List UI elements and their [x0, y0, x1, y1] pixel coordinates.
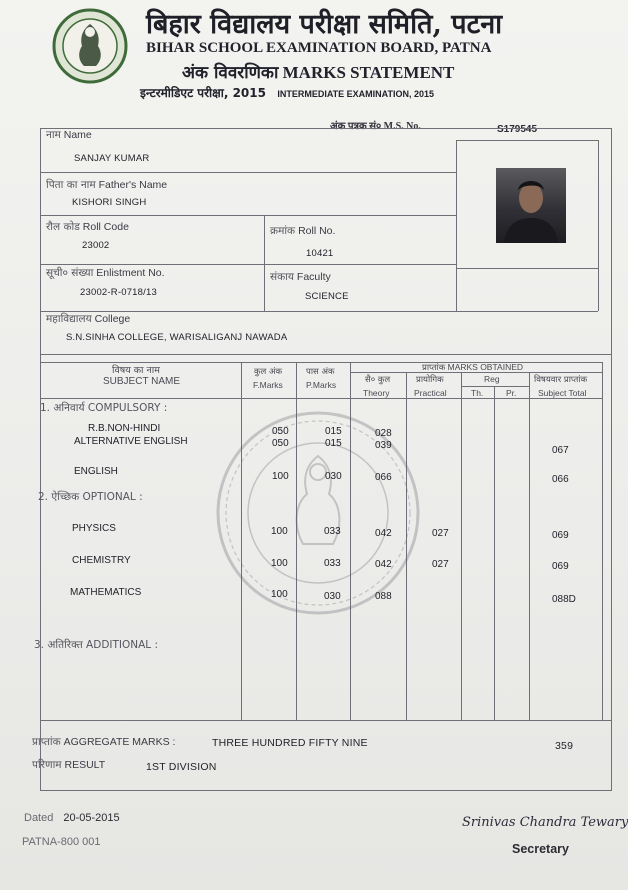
full-marks: 050: [272, 438, 289, 449]
roll-no: 10421: [306, 248, 334, 259]
father-name: KISHORI SINGH: [72, 197, 147, 208]
reg-pr-header: Pr.: [506, 388, 517, 398]
faculty: SCIENCE: [305, 291, 349, 302]
subject-total-header: Subject Total: [538, 388, 587, 398]
subject-total-header-hindi: विषयवार प्राप्तांक: [534, 375, 588, 385]
reg-header: Reg: [484, 374, 500, 384]
father-name-label: पिता का नाम Father's Name: [46, 179, 168, 191]
marks-obtained-header: प्राप्तांक MARKS OBTAINED: [422, 362, 524, 373]
section-additional: 3. अतिरिक्त ADDITIONAL :: [34, 639, 159, 651]
subject-total: 066: [552, 474, 569, 485]
student-name: SANJAY KUMAR: [74, 153, 150, 164]
pass-marks: 033: [324, 558, 341, 569]
subject-header-hindi: विषय का नाम: [112, 365, 160, 376]
pass-marks: 033: [324, 526, 341, 537]
exam-title-english: INTERMEDIATE EXAMINATION, 2015: [277, 89, 435, 99]
pass-marks: 015: [325, 426, 342, 437]
aggregate-words: THREE HUNDRED FIFTY NINE: [212, 737, 368, 749]
theory-marks: 028: [375, 428, 392, 439]
subject-total: 069: [552, 561, 569, 572]
pmarks-header-hindi: पास अंक: [306, 367, 335, 377]
subject-name: ALTERNATIVE ENGLISH: [74, 436, 188, 447]
subject-total: 088D: [552, 594, 576, 605]
subject-name: R.B.NON-HINDI: [88, 423, 161, 434]
subject-name: CHEMISTRY: [72, 555, 131, 566]
roll-code-label: रौल कोड Roll Code: [46, 221, 129, 233]
full-marks: 050: [272, 426, 289, 437]
result-value: 1ST DIVISION: [146, 761, 217, 773]
pass-marks: 015: [325, 438, 342, 449]
theory-marks: 066: [375, 472, 392, 483]
subject-total: 067: [552, 445, 569, 456]
full-marks: 100: [272, 471, 289, 482]
theory-marks: 039: [375, 440, 392, 451]
dated: [24, 812, 120, 824]
enlistment-label: सूची० संख्या Enlistment No.: [46, 267, 165, 279]
aggregate-value: 359: [555, 740, 574, 752]
practical-marks: 027: [432, 528, 449, 539]
theory-marks: 042: [375, 559, 392, 570]
full-marks: 100: [271, 589, 288, 600]
practical-header-hindi: प्रायोगिक: [416, 375, 444, 385]
pass-marks: 030: [325, 471, 342, 482]
theory-header-hindi: सै० कुल: [365, 375, 391, 385]
name-label: नाम Name: [46, 129, 92, 141]
statement-title-english: MARKS STATEMENT: [282, 63, 455, 82]
subject-total: 069: [552, 530, 569, 541]
full-marks: 100: [271, 526, 288, 537]
subject-name: ENGLISH: [74, 466, 118, 477]
section-compulsory: 1. अनिवार्य COMPULSORY :: [40, 402, 168, 414]
college-name: S.N.SINHA COLLEGE, WARISALIGANJ NAWADA: [66, 332, 288, 343]
pmarks-header: P.Marks: [306, 380, 337, 390]
theory-marks: 042: [375, 528, 392, 539]
exam-title-hindi: इन्टरमीडिएट परीक्षा, 2015: [140, 86, 266, 100]
board-emblem-icon: [52, 8, 128, 84]
statement-title-hindi: अंक विवरणिका: [182, 63, 279, 83]
place-pin: PATNA-800 001: [22, 836, 101, 848]
section-optional: 2. ऐच्छिक OPTIONAL :: [38, 491, 143, 503]
student-photo: [496, 168, 566, 243]
faculty-label: संकाय Faculty: [270, 271, 331, 283]
theory-header: Theory: [363, 388, 390, 398]
board-name-english: BIHAR SCHOOL EXAMINATION BOARD, PATNA: [146, 40, 492, 56]
full-marks: 100: [271, 558, 288, 569]
msno-value: S179545: [497, 124, 538, 135]
practical-marks: 027: [432, 559, 449, 570]
msno-label: अंक पत्रक सं० M.S. No.: [330, 121, 421, 132]
enlistment-no: 23002-R-0718/13: [80, 287, 157, 298]
exam-title: [140, 84, 434, 101]
secretary-signature: Srinivas Chandra Tewary: [462, 815, 628, 830]
fmarks-header: F.Marks: [253, 380, 283, 390]
college-label: महाविद्यालय College: [46, 313, 131, 325]
subject-name: PHYSICS: [72, 523, 116, 534]
secretary-title: Secretary: [512, 842, 569, 856]
roll-no-label: क्रमांक Roll No.: [270, 225, 336, 237]
roll-code: 23002: [82, 240, 110, 251]
subject-header: SUBJECT NAME: [103, 376, 181, 387]
fmarks-header-hindi: कुल अंक: [254, 367, 283, 377]
subject-name: MATHEMATICS: [70, 587, 142, 598]
practical-header: Practical: [414, 388, 447, 398]
board-name-hindi: बिहार विद्यालय परीक्षा समिति, पटना: [146, 9, 503, 40]
reg-th-header: Th.: [471, 388, 484, 398]
dated-label: Dated: [24, 812, 54, 824]
pass-marks: 030: [324, 591, 341, 602]
statement-title: [182, 60, 454, 83]
result-label: परिणाम RESULT: [32, 759, 106, 771]
aggregate-label: प्राप्तांक AGGREGATE MARKS :: [32, 736, 176, 748]
dated-value: 20-05-2015: [63, 812, 120, 824]
theory-marks: 088: [375, 591, 392, 602]
